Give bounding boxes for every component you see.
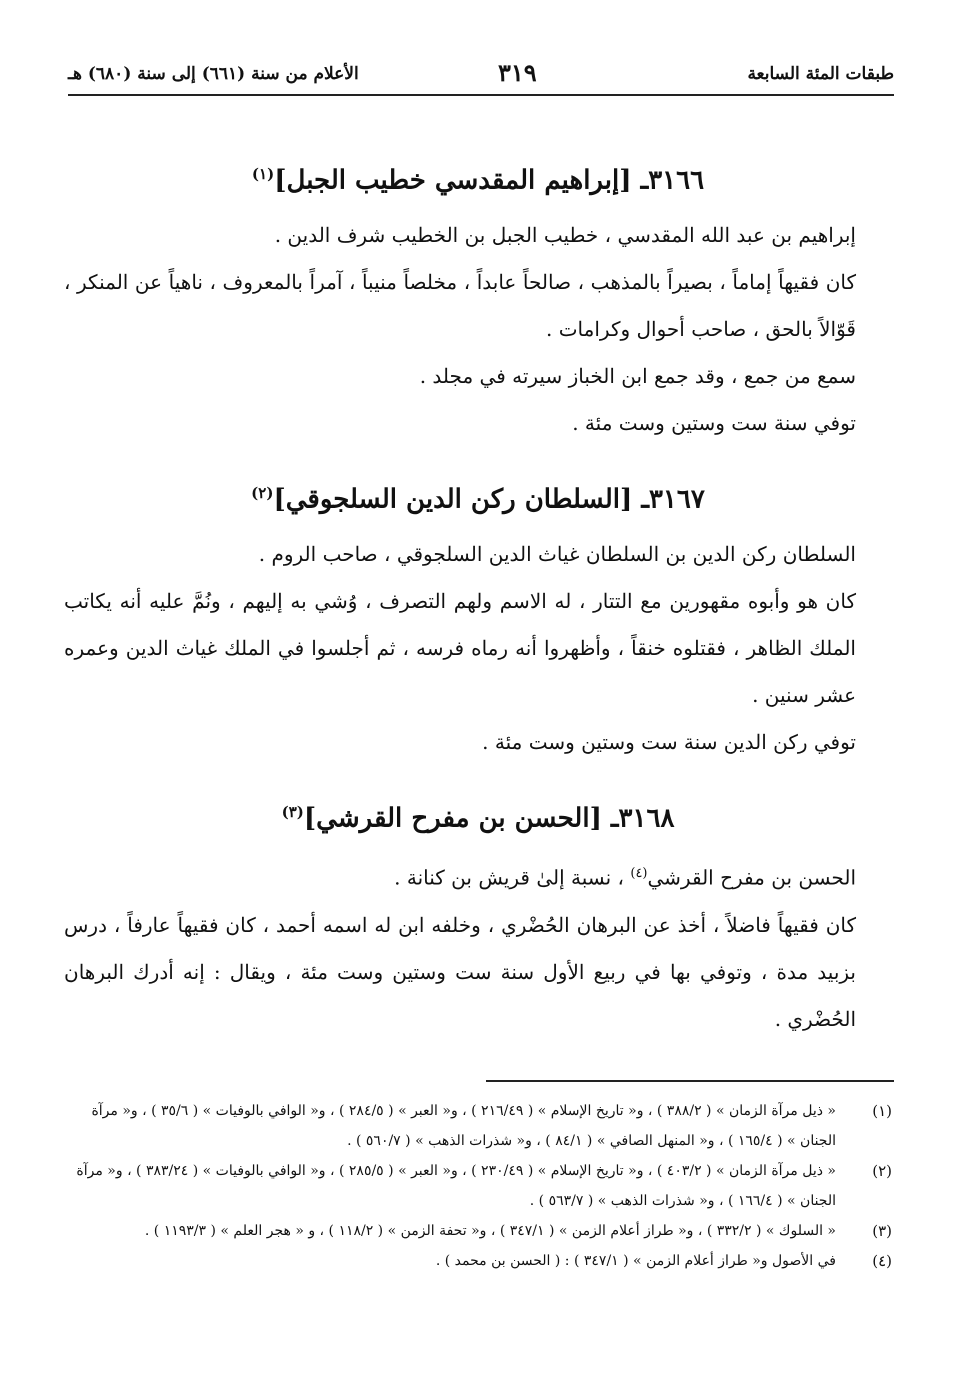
entry-title: ٣١٦٨ـ [الحسن بن مفرح القرشي]$^{(٣)}$ — [281, 803, 675, 834]
paragraph: توفي ركن الدين سنة ست وستين وست مئة . — [482, 730, 856, 754]
footnotes — [62, 1096, 896, 1276]
footnote: (٢) « ذيل مرآة الزمان » ( ٤٠٣/٢ ) ، و« تاريخ الإسلام » ( ٢٣٠/٤٩ ) ، و« العبر » ( ٢٨٥/٥ ) ، و« الوافي بالوفيات » ( ٣٨٣/٢٤ ) ، و« مرآة الجنان » ( ١٦٦/٤ ) ، و« شذرات الذهب » ( ٥٦٣/٧ ) . — [62, 1156, 896, 1216]
footnote-number: (١) — [872, 1102, 892, 1120]
paragraph: كان هو وأبوه مقهورين مع التتار ، له الاسم ولهم التصرف ، وُشي به إليهم ، ونُمَّ عليه أنه يكاتب الملك الظاهر ، فقتلوه خنقاً ، وأظهروا أنه رماه فرسه ، ثم أجلسوا في الملك غياث الدين وعمره عشر سنين . — [64, 589, 856, 707]
header-year-range: الأعلام من سنة (٦٦١) إلى سنة (٦٨٠) هـ — [68, 64, 359, 84]
entry-title: ٣١٦٧ـ [السلطان ركن الدين السلجوقي]$^{(٢)}$ — [251, 484, 705, 515]
paragraph: كان فقيهاً إماماً ، بصيراً بالمذهب ، صالحاً عابداً ، مخلصاً منيباً ، آمراً بالمعروف ، ناهياً عن المنكر ، قَوّالاً بالحق ، صاحب أحوال وكرامات . — [64, 270, 857, 341]
footnote-number: (٣) — [872, 1222, 892, 1240]
header-section-title: طبقات المئة السابعة — [747, 64, 894, 84]
running-header — [68, 58, 894, 96]
footnote-number: (٤) — [872, 1252, 892, 1270]
main-text — [64, 150, 892, 1043]
paragraph: السلطان ركن الدين بن السلطان غياث الدين السلجوقي ، صاحب الروم . — [258, 542, 856, 566]
page-number: ٣١٩ — [498, 58, 537, 87]
footnote-ref[interactable]: (١) — [251, 165, 275, 183]
paragraph: كان فقيهاً فاضلاً ، أخذ عن البرهان الحُضْري ، وخلفه ابن له اسمه أحمد ، كان فقيهاً عارفاً ، درس بزبيد مدة ، وتوفي بها في ربيع الأول سنة ست وستين وست مئة ، ويقال : إنه أدرك البرهان الحُضْري . — [64, 912, 856, 1031]
footnote-ref[interactable]: (٢) — [251, 484, 274, 502]
footnote: (٣) « السلوك » ( ٣٣٢/٢ ) ، و« طراز أعلام الزمن » ( ٣٤٧/١ ) ، و« تحفة الزمن » ( ١١٨/٢ ) ، و « هجر العلم » ( ١١٩٣/٣ ) . — [62, 1216, 896, 1246]
footnote-number: (٢) — [872, 1162, 892, 1180]
paragraph: الحسن بن مفرح القرشي$^{(٤)}$ ، نسبة إلىٰ قريش بن كنانة . — [394, 865, 856, 890]
paragraph: توفي سنة ست وستين وست مئة . — [572, 411, 856, 435]
paragraph: سمع من جمع ، وقد جمع ابن الخباز سيرته في مجلد . — [419, 364, 856, 388]
paragraph: إبراهيم بن عبد الله المقدسي ، خطيب الجبل بن الخطيب شرف الدين . — [274, 223, 856, 247]
footnote-ref[interactable]: (٤) — [630, 866, 648, 881]
footnote-divider — [486, 1080, 894, 1082]
footnote: (١) « ذيل مرآة الزمان » ( ٣٨٨/٢ ) ، و« تاريخ الإسلام » ( ٢١٦/٤٩ ) ، و« العبر » ( ٢٨٤/٥ ) ، و« الوافي بالوفيات » ( ٣٥/٦ ) ، و« مرآة الجنان » ( ١٦٥/٤ ) ، و« المنهل الصافي » ( ٨٤/١ ) ، و« شذرات الذهب » ( ٥٦٠/٧ ) . — [62, 1096, 896, 1156]
footnote: (٤) في الأصول و« طراز أعلام الزمن » ( ٣٤٧/١ ) : ( الحسن بن محمد ) . — [62, 1246, 896, 1276]
footnote-ref[interactable]: (٣) — [281, 803, 304, 821]
entry-title: ٣١٦٦ـ [إبراهيم المقدسي خطيب الجبل]$^{(١)}$ — [251, 165, 705, 196]
